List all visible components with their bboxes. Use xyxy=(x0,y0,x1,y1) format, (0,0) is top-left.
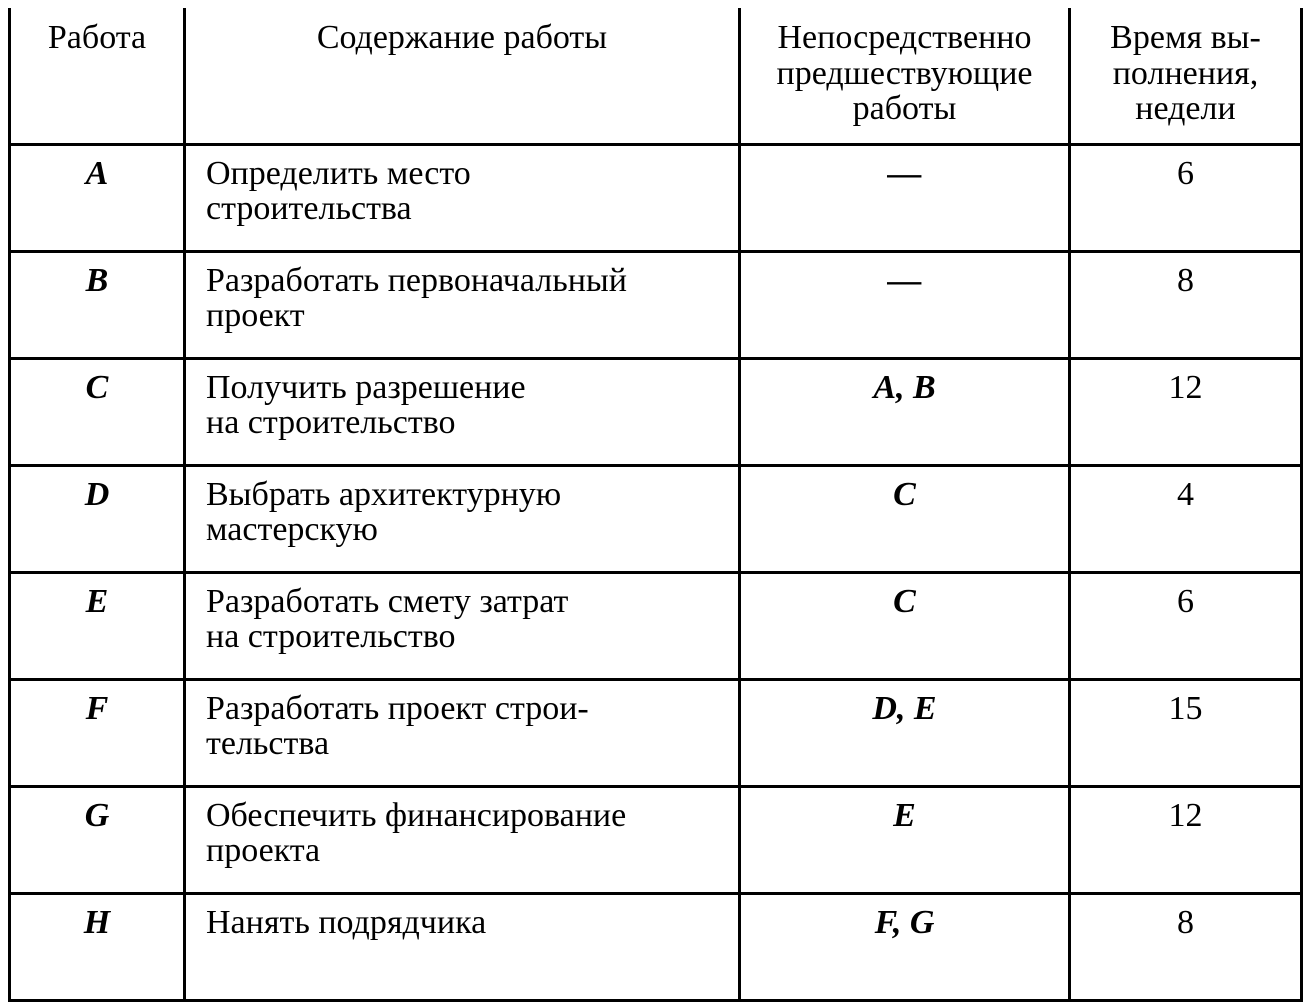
work-code: C xyxy=(10,358,185,465)
work-code: F xyxy=(10,679,185,786)
header-predecessors xyxy=(740,8,1070,144)
work-content-line: строительства xyxy=(206,190,412,228)
header-work-label: Работа xyxy=(47,19,147,56)
work-content-line: Разработать первоначальный xyxy=(206,261,627,299)
work-content xyxy=(185,679,740,786)
work-predecessors: D, E xyxy=(740,679,1070,786)
work-content-line: Определить место xyxy=(206,154,471,192)
work-duration: 6 xyxy=(1070,572,1302,679)
work-content-line: Получить разрешение xyxy=(206,368,526,406)
header-duration-line: Время вы- xyxy=(1110,19,1261,56)
header-predecessors-line: работы xyxy=(852,90,957,128)
work-predecessors: A, B xyxy=(740,358,1070,465)
work-content xyxy=(185,144,740,251)
work-duration: 6 xyxy=(1070,144,1302,251)
header-duration xyxy=(1070,8,1302,144)
table-row xyxy=(10,144,1302,251)
work-duration: 15 xyxy=(1070,679,1302,786)
work-content-line: на строительство xyxy=(206,404,456,442)
work-code: D xyxy=(10,465,185,572)
table-row xyxy=(10,572,1302,679)
table-row xyxy=(10,358,1302,465)
work-duration: 12 xyxy=(1070,358,1302,465)
work-predecessors: — xyxy=(740,144,1070,251)
header-duration-line: недели xyxy=(1135,90,1236,128)
header-predecessors-line: предшествующие xyxy=(776,54,1033,92)
header-content xyxy=(185,8,740,144)
work-code: A xyxy=(10,144,185,251)
header-content-label: Содержание работы xyxy=(316,19,608,56)
table-row xyxy=(10,786,1302,893)
work-predecessors: C xyxy=(740,572,1070,679)
work-content-line: мастерскую xyxy=(206,511,378,549)
work-content-line: Выбрать архитектурную xyxy=(206,475,562,513)
work-duration: 12 xyxy=(1070,786,1302,893)
work-content-line: проекта xyxy=(206,832,321,870)
work-content-line: Нанять подрядчика xyxy=(206,903,487,941)
work-content-line: проект xyxy=(206,297,305,335)
work-content-line: Разработать смету затрат xyxy=(206,582,569,620)
work-predecessors: C xyxy=(740,465,1070,572)
header-work xyxy=(10,8,185,144)
work-content xyxy=(185,786,740,893)
work-content xyxy=(185,465,740,572)
work-code: E xyxy=(10,572,185,679)
work-code: G xyxy=(10,786,185,893)
table-row xyxy=(10,679,1302,786)
table-row xyxy=(10,465,1302,572)
work-content-line: на строительство xyxy=(206,618,456,656)
work-duration: 4 xyxy=(1070,465,1302,572)
work-predecessors: E xyxy=(740,786,1070,893)
table-header-row xyxy=(10,8,1302,144)
work-duration: 8 xyxy=(1070,893,1302,1000)
work-predecessors: — xyxy=(740,251,1070,358)
header-predecessors-line: Непосредственно xyxy=(777,19,1032,56)
work-content-line: Разработать проект строи- xyxy=(206,689,589,727)
work-content-line: Обеспечить финансирование xyxy=(206,796,627,834)
work-content xyxy=(185,251,740,358)
work-duration: 8 xyxy=(1070,251,1302,358)
work-content-line: тельства xyxy=(206,725,330,763)
work-code: B xyxy=(10,251,185,358)
header-duration-line: полнения, xyxy=(1112,54,1259,92)
work-content xyxy=(185,572,740,679)
work-code: H xyxy=(10,893,185,1000)
work-predecessors: F, G xyxy=(740,893,1070,1000)
works-table xyxy=(8,8,1303,1002)
work-content xyxy=(185,358,740,465)
table-row xyxy=(10,251,1302,358)
